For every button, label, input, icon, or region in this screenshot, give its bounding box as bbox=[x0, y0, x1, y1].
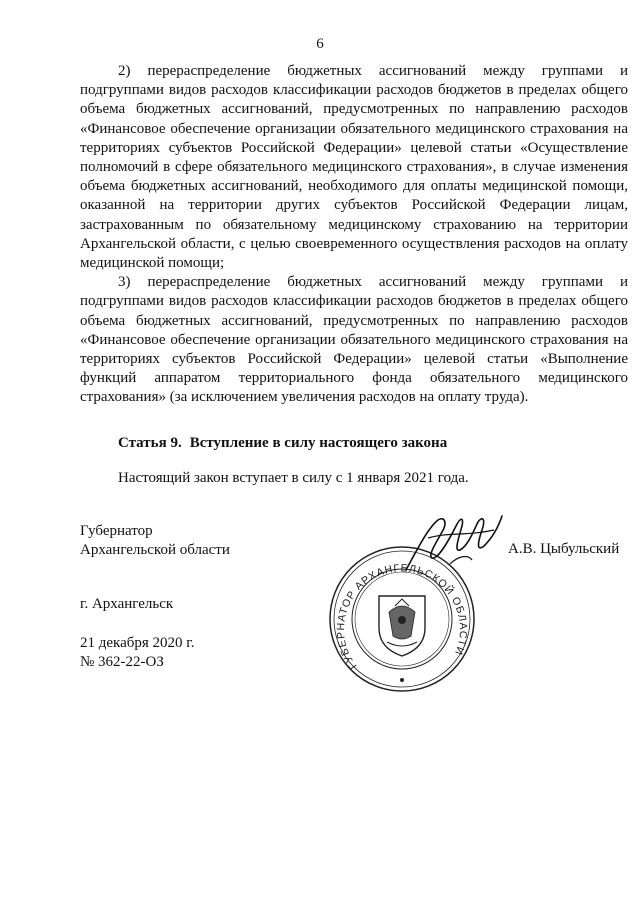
document-body bbox=[80, 62, 628, 408]
signatory-title-line1: Губернатор bbox=[80, 523, 153, 539]
article-text: Настоящий закон вступает в силу с 1 января 2021 года. bbox=[118, 470, 469, 486]
article-title: Вступление в силу настоящего закона bbox=[189, 435, 448, 451]
document-date: 21 декабря 2020 г. bbox=[80, 635, 195, 651]
seal-text: ГУБЕРНАТОР АРХАНГЕЛЬСКОЙ ОБЛАСТИ bbox=[334, 562, 470, 672]
signatory-title bbox=[80, 522, 230, 560]
paragraph-item-3: 3) перераспределение бюджетных ассигнований между группами и подгруппами видов расходов классификации расходов бюджетов в пределах общего объема бюджетных ассигнований, предусмотренных по направлению расходов «Финансовое обеспечение организации обязательного медицинского страхования на территориях субъектов Российской Федерации» целевой статьи «Выполнение функций аппаратом территориального фонда обязательного медицинского страхования» (за исключением увеличения расходов на оплату труда). bbox=[80, 274, 628, 406]
article-number: Статья 9. bbox=[118, 435, 182, 451]
date-block bbox=[80, 634, 195, 672]
signatory-name: А.В. Цыбульский bbox=[508, 541, 620, 557]
signature-icon bbox=[398, 508, 508, 578]
paragraph-item-2: 2) перераспределение бюджетных ассигнований между группами и подгруппами видов расходов классификации расходов бюджетов в пределах общего объема бюджетных ассигнований, предусмотренных по направлению расходов «Финансовое обеспечение организации обязательного медицинского страхования на территориях субъектов Российской Федерации» целевой статьи «Осуществление полномочий в сфере обязательного медицинского страхования», в случае изменения объема бюджетных ассигнований, необходимого для оплаты медицинской помощи, оказанной на территории других субъектов Российской Федерации лицам, застрахованным по обязательному медицинскому страхованию на территории Архангельской области, с целью своевременного осуществления расходов на оплату медицинской помощи; bbox=[80, 63, 628, 272]
law-number: № 362-22-ОЗ bbox=[80, 654, 164, 670]
signatory-title-line2: Архангельской области bbox=[80, 542, 230, 558]
article-heading bbox=[118, 435, 447, 452]
page-number: 6 bbox=[316, 36, 324, 52]
city: г. Архангельск bbox=[80, 596, 174, 612]
